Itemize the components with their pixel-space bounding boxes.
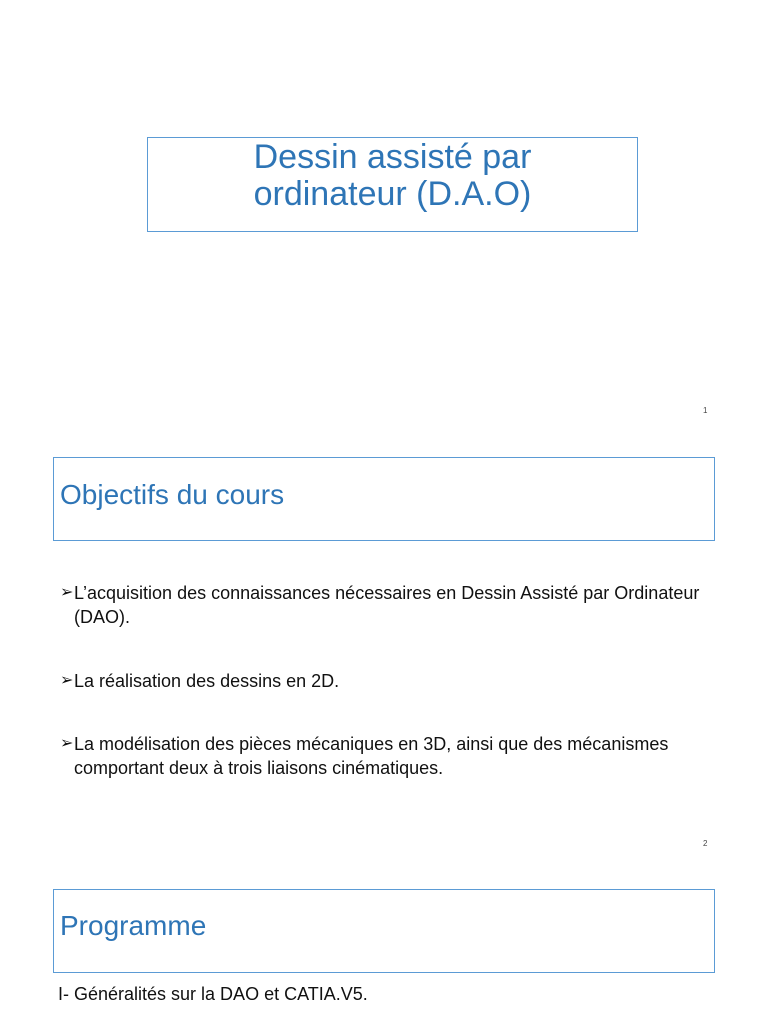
list-item (60, 669, 740, 693)
slide-2 (0, 433, 768, 866)
arrowhead-bullet-icon: ➢ (60, 672, 74, 689)
document-title-line-2: ordinateur (D.A.O) (253, 174, 532, 213)
bullet-text: L’acquisition des connaissances nécessaires en Dessin Assisté par Ordinateur (DAO). (74, 583, 700, 627)
bullet-text: La modélisation des pièces mécaniques en 3D, ainsi que des mécanismes comportant deux à trois liaisons cinématiques. (74, 734, 669, 778)
list-item (60, 732, 740, 780)
document-title-line-1: Dessin assisté par (253, 138, 532, 176)
list-item (60, 581, 740, 629)
objectives-list (60, 581, 740, 780)
arrowhead-bullet-icon: ➢ (60, 735, 74, 752)
program-item: I- Généralités sur la DAO et CATIA.V5. (58, 984, 368, 1004)
objectives-heading: Objectifs du cours (60, 479, 285, 510)
page-number: 1 (703, 406, 708, 415)
objectives-heading-box (53, 457, 715, 541)
page-number: 2 (703, 839, 708, 848)
slide-3 (0, 866, 768, 1024)
document-title-box (147, 137, 638, 232)
slide-1 (0, 0, 768, 433)
program-heading: Programme (60, 910, 207, 941)
bullet-text: La réalisation des dessins en 2D. (74, 671, 340, 691)
arrowhead-bullet-icon: ➢ (60, 584, 74, 601)
program-heading-box (53, 889, 715, 973)
